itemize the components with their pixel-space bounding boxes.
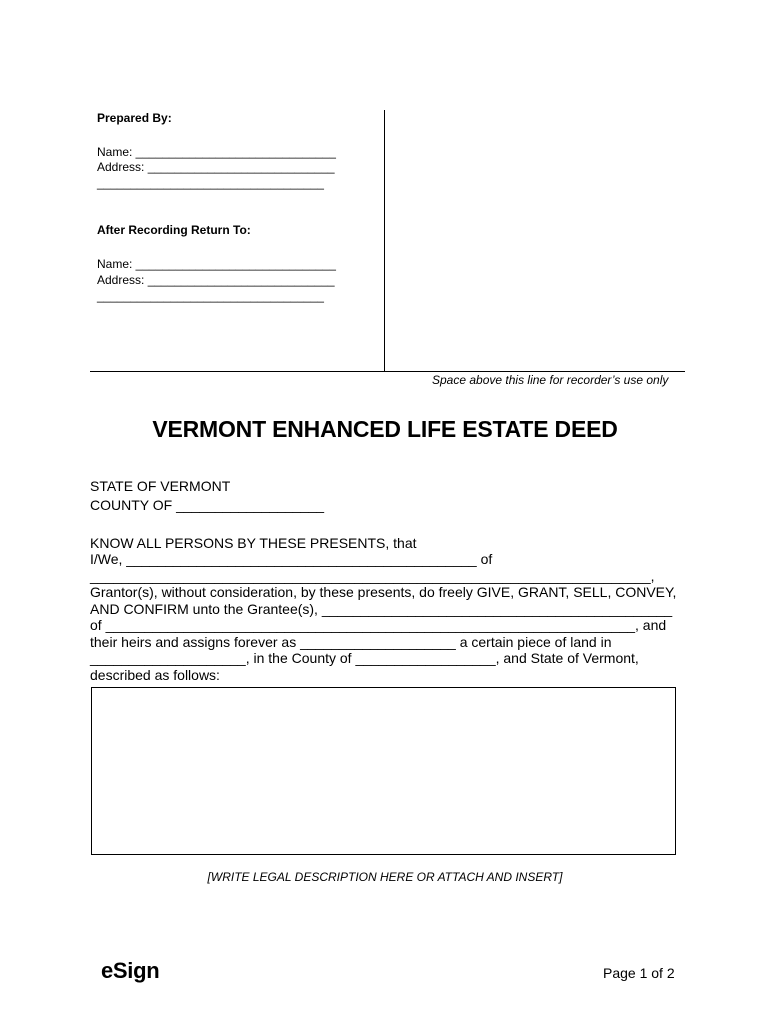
body-line: KNOW ALL PERSONS BY THESE PRESENTS, that — [90, 535, 417, 551]
tenancy-field[interactable]: their heirs and assigns forever as ____________________ a certain piece of land in — [90, 634, 612, 650]
deed-title: VERMONT ENHANCED LIFE ESTATE DEED — [152, 416, 618, 442]
esign-logo: eSign — [101, 958, 160, 983]
prepared-name-field[interactable]: Name: ______________________________ — [97, 145, 336, 159]
page-number: Page 1 of 2 — [603, 965, 675, 981]
prepared-address-line2[interactable]: __________________________________ — [97, 176, 324, 190]
body-line: described as follows: — [90, 667, 220, 683]
state-line: STATE OF VERMONT — [90, 478, 231, 494]
grantee-name-field[interactable]: AND CONFIRM unto the Grantee(s), _____________________________________________ — [90, 601, 673, 617]
grantee-address-field[interactable]: of ____________________________________________________________________, and — [90, 617, 667, 633]
recorder-divider-vertical — [384, 110, 385, 372]
return-address-line2[interactable]: __________________________________ — [97, 289, 324, 303]
recorder-note: Space above this line for recorder’s use only — [432, 373, 669, 387]
grantor-name-field[interactable]: I/We, _____________________________________________ of — [90, 551, 493, 567]
prepared-address-field[interactable]: Address: ____________________________ — [97, 160, 335, 174]
town-county-field[interactable]: ____________________, in the County of __________________, and State of Vermont, — [90, 650, 639, 666]
return-to-label: After Recording Return To: — [97, 223, 251, 237]
return-address-field[interactable]: Address: ____________________________ — [97, 273, 335, 287]
body-line: Grantor(s), without consideration, by these presents, do freely GIVE, GRANT, SELL, CONVEY, — [90, 584, 677, 600]
legal-description-caption: [WRITE LEGAL DESCRIPTION HERE OR ATTACH AND INSERT] — [207, 870, 563, 884]
prepared-by-label: Prepared By: — [97, 111, 172, 125]
grantor-address-field[interactable]: ________________________________________________________________________, — [90, 568, 655, 584]
county-field[interactable]: COUNTY OF ___________________ — [90, 497, 325, 513]
legal-description-box[interactable] — [91, 687, 676, 855]
return-name-field[interactable]: Name: ______________________________ — [97, 257, 336, 271]
recorder-divider-horizontal — [90, 371, 685, 372]
